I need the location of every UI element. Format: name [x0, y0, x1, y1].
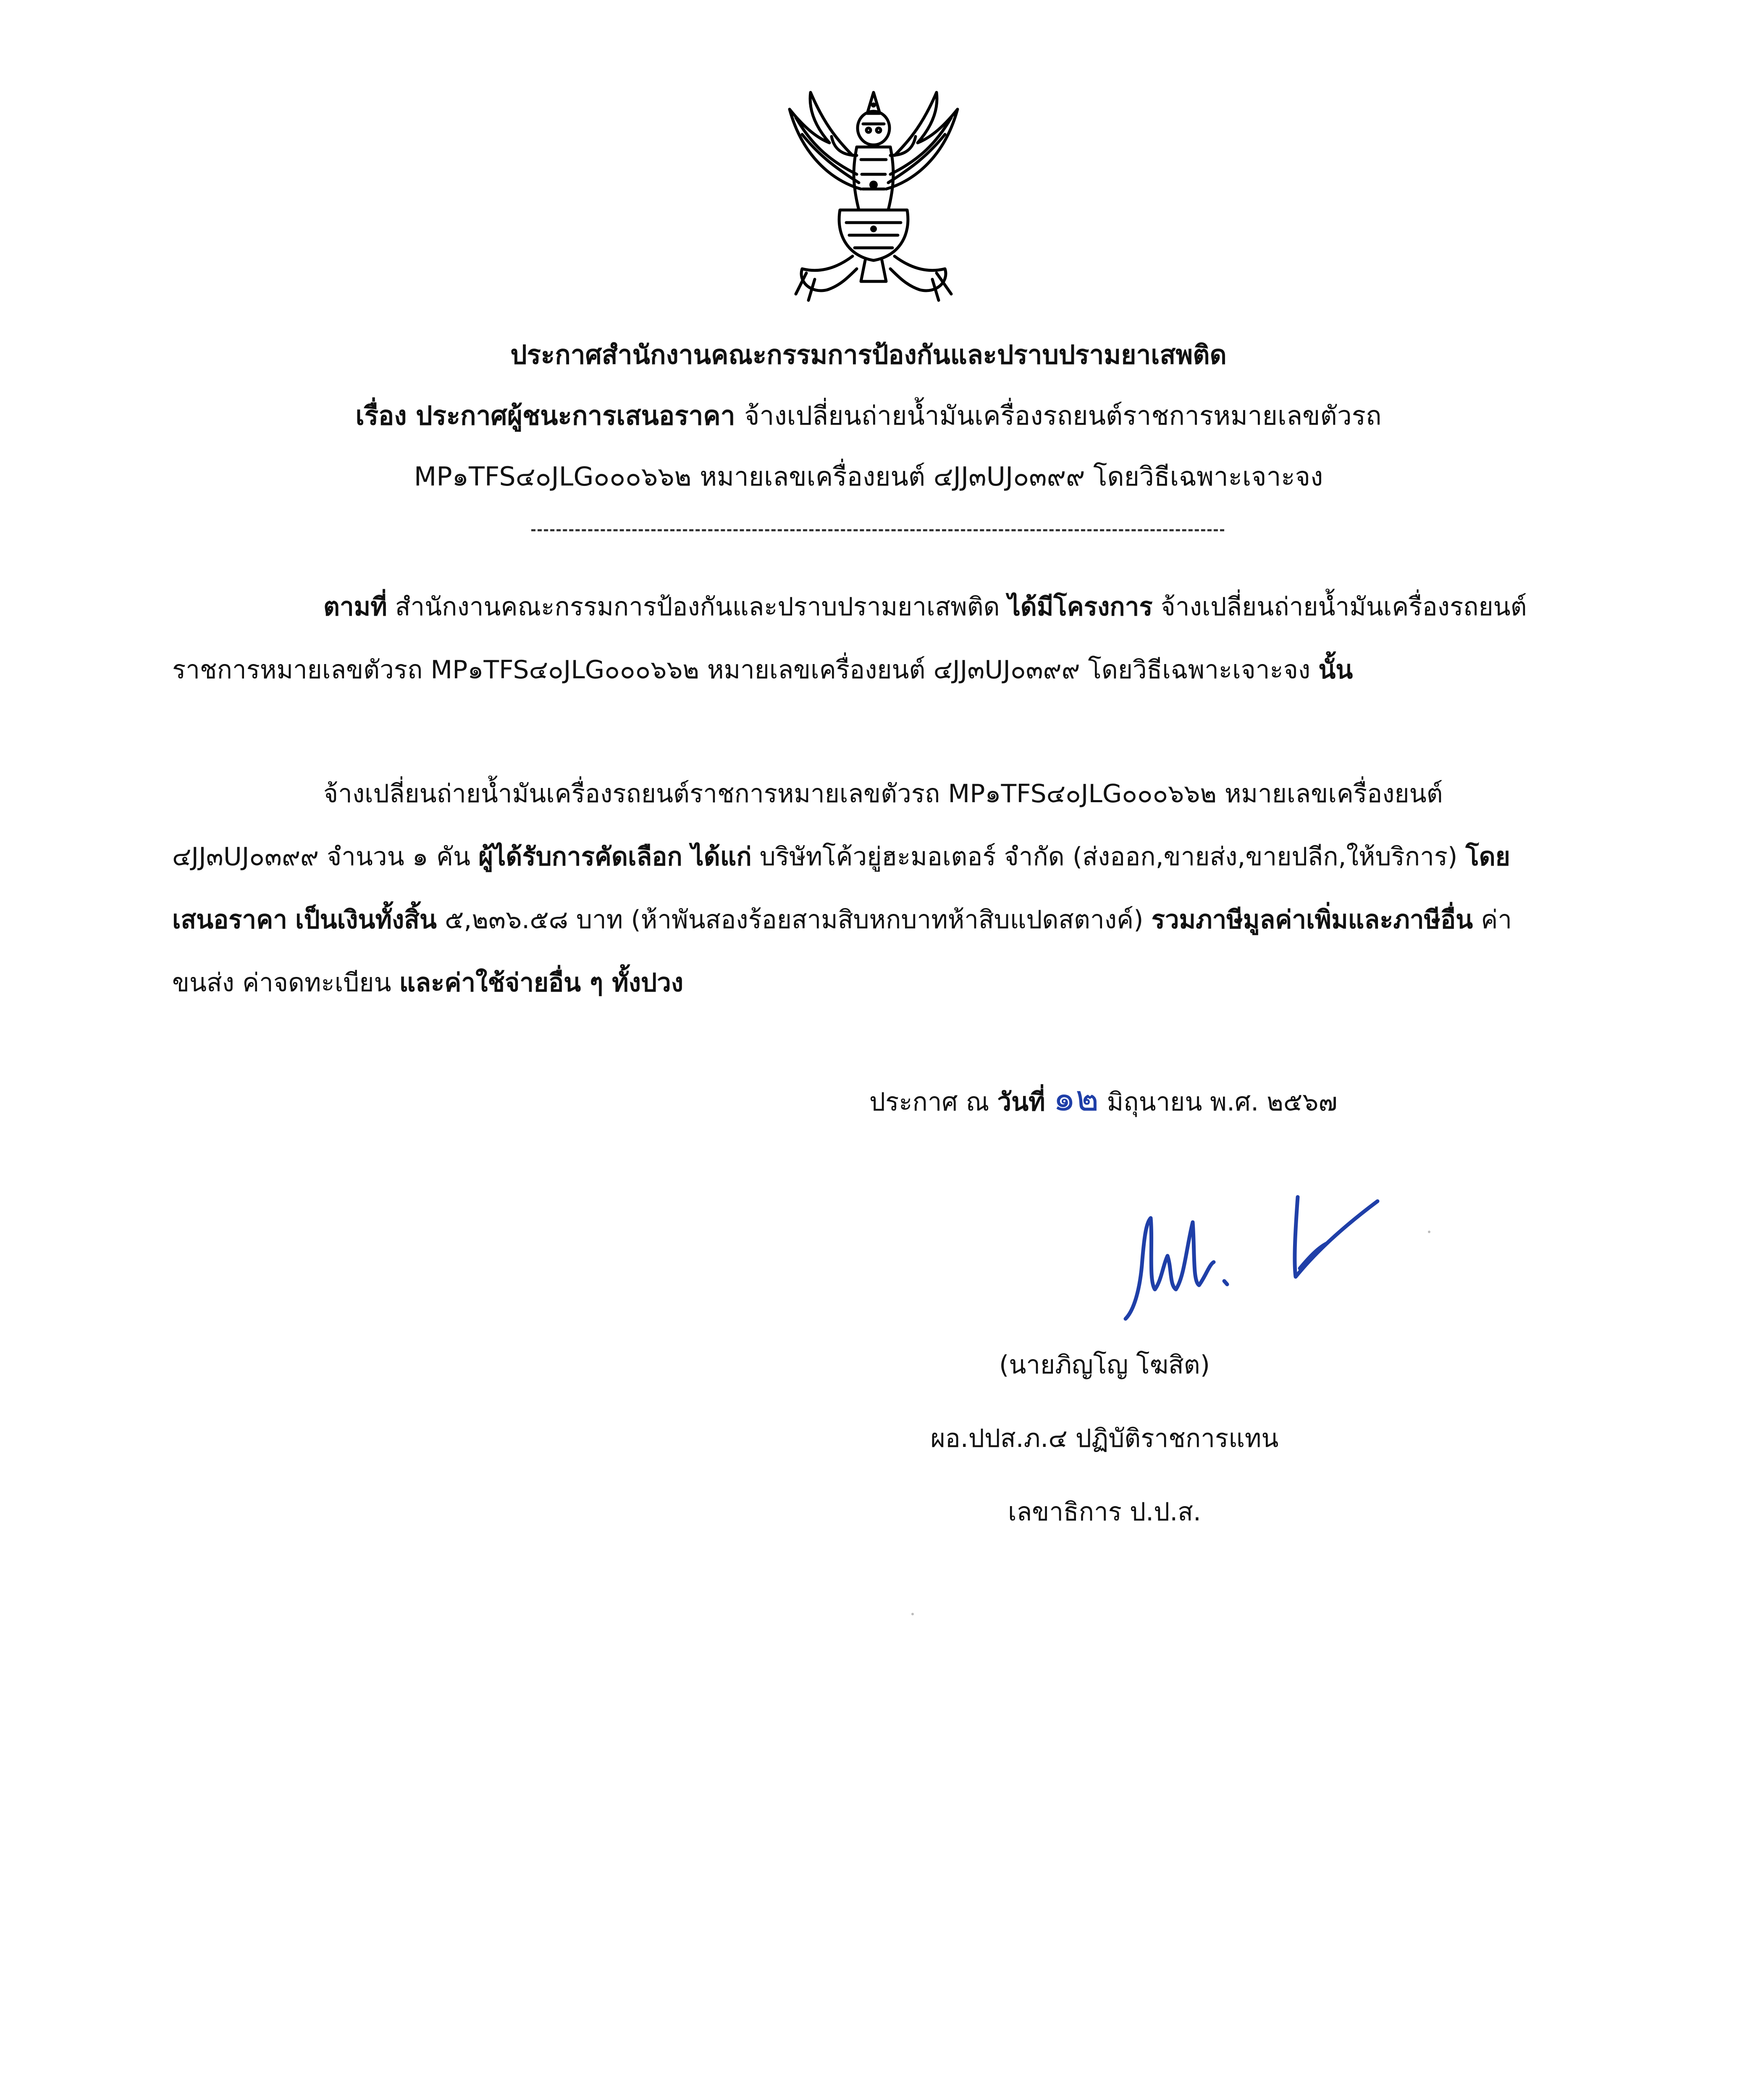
document-subject-cont	[126, 458, 1611, 496]
title-line1: ประกาศสำนักงานคณะกรรมการป้องกันและปราบปรามยาเสพติด	[510, 339, 1227, 370]
subject-label: เรื่อง ประกาศผู้ชนะการเสนอราคา	[355, 400, 735, 431]
scan-speck	[1428, 1231, 1430, 1233]
garuda-emblem-icon	[756, 84, 991, 319]
para2-bold5: และค่าใช้จ่ายอื่น ๆ ทั้งปวง	[399, 968, 684, 998]
para1-lead: ตามที่	[323, 592, 387, 622]
document-subject	[126, 397, 1611, 435]
announce-day-label: วันที่	[997, 1087, 1045, 1117]
announcement-date	[869, 1075, 1337, 1125]
para2-bold4: รวมภาษีมูลค่าเพิ่มและภาษีอื่น	[1151, 905, 1473, 934]
para1-text2: จ้างเปลี่ยนถ่ายน้ำมันเครื่องรถยนต์ราชการหมายเลขตัวรถ MP๑TFS๔๐JLG๐๐๐๖๖๒ หมายเลขเครื่องยนต์ ๔JJ๓UJ๐๓๙๙ โดยวิธีเฉพาะเจาะจง	[172, 592, 1527, 685]
para2-bold3: เป็นเงินทั้งสิ้น	[295, 905, 437, 934]
para2-bold2: โดยเสนอราคา	[172, 842, 1510, 934]
subject-text-cont: MP๑TFS๔๐JLG๐๐๐๖๖๒ หมายเลขเครื่องยนต์ ๔JJ๓UJ๐๓๙๙ โดยวิธีเฉพาะเจาะจง	[414, 461, 1323, 492]
para1-text1: สำนักงานคณะกรรมการป้องกันและปราบปรามยาเสพติด	[395, 592, 1000, 622]
para2-text3: ค่าขนส่ง ค่าจดทะเบียน	[172, 905, 1512, 998]
para2-text1: จ้างเปลี่ยนถ่ายน้ำมันเครื่องรถยนต์ราชการหมายเลขตัวรถ MP๑TFS๔๐JLG๐๐๐๖๖๒ หมายเลขเครื่องยนต์ ๔JJ๓UJ๐๓๙๙ จำนวน ๑ คัน	[172, 779, 1443, 872]
para1-end: นั้น	[1318, 655, 1353, 685]
announce-prefix: ประกาศ ณ	[869, 1087, 989, 1117]
signatory-position: ผอ.ปปส.ภ.๔ ปฏิบัติราชการแทน	[930, 1424, 1279, 1453]
scan-speck	[911, 1613, 914, 1615]
subject-text: จ้างเปลี่ยนถ่ายน้ำมันเครื่องรถยนต์ราชการหมายเลขตัวรถ	[744, 400, 1382, 431]
announce-day-handwritten: ๑๒	[1053, 1078, 1099, 1119]
signatory-name: (นายภิญโญ โฆสิต)	[999, 1350, 1210, 1380]
divider-label	[531, 531, 532, 532]
signatory-title: เลขาธิการ ป.ป.ส.	[1008, 1497, 1201, 1527]
paragraph-1	[172, 575, 1554, 701]
para2-bold1: ผู้ได้รับการคัดเลือก ได้แก่	[478, 842, 752, 872]
para2-text2: บริษัทโค้วยู่ฮะมอเตอร์ จำกัด (ส่งออก,ขายส่ง,ขายปลีก,ให้บริการ)	[759, 842, 1458, 872]
para2-amount: ๕,๒๓๖.๕๘ บาท (ห้าพันสองร้อยสามสิบหกบาทห้าสิบแปดสตางค์)	[445, 905, 1144, 934]
handwritten-signature-icon	[1109, 1184, 1394, 1327]
paragraph-2	[172, 762, 1554, 1014]
para1-bold1: ได้มีโครงการ	[1008, 592, 1153, 622]
document-title	[126, 336, 1611, 374]
announce-month-year: มิถุนายน พ.ศ. ๒๕๖๗	[1107, 1087, 1338, 1117]
header-divider	[531, 529, 1224, 531]
